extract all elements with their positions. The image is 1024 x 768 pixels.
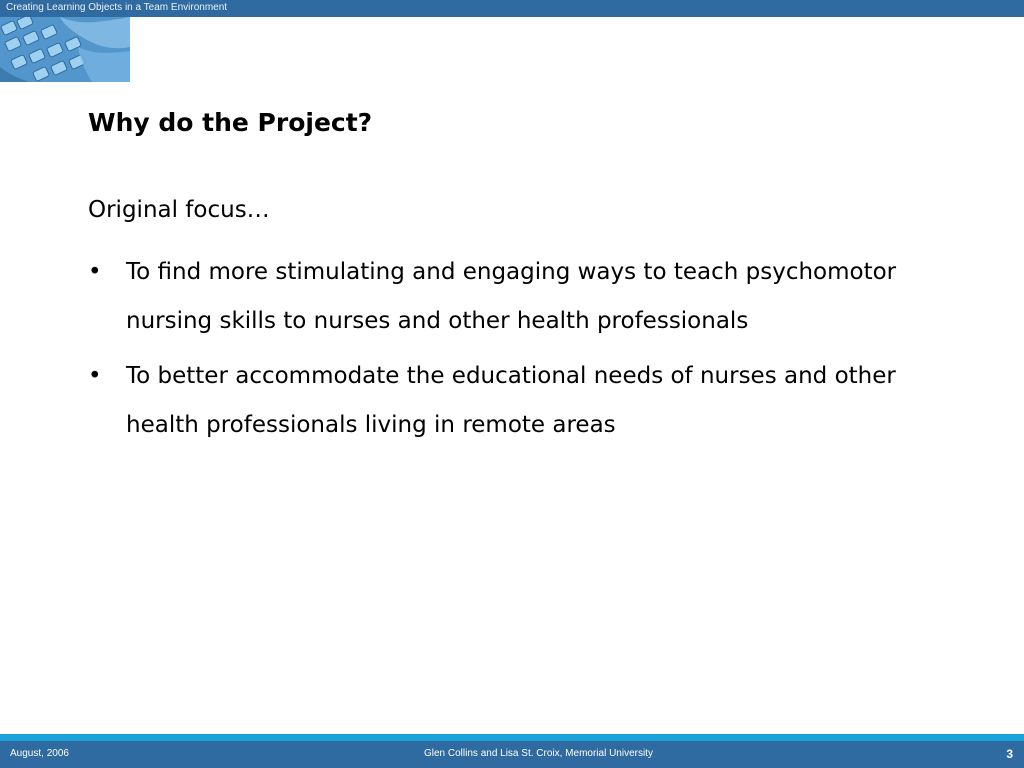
bullet-marker: • [88, 363, 102, 389]
bullet-item [88, 248, 938, 346]
bullet-item [88, 352, 938, 450]
footer-authors: Glen Collins and Lisa St. Croix, Memorial University [424, 748, 653, 759]
slide-title: Why do the Project? [88, 108, 373, 137]
presentation-title: Creating Learning Objects in a Team Environment [6, 2, 228, 13]
footer-stripe [0, 734, 1024, 741]
bullet-text: To better accommodate the educational needs of nurses and other health professionals living in remote areas [126, 363, 896, 438]
footer-date: August, 2006 [10, 748, 69, 759]
bullet-list [88, 248, 938, 456]
keyboard-hand-image [0, 17, 130, 82]
bullet-text: To find more stimulating and engaging ways to teach psychomotor nursing skills to nurses and other health professionals [126, 259, 897, 334]
intro-text: Original focus… [88, 197, 270, 223]
header-bar [0, 0, 1024, 17]
bullet-marker: • [88, 259, 102, 285]
page-number: 3 [1006, 747, 1013, 761]
footer-bar [0, 741, 1024, 768]
